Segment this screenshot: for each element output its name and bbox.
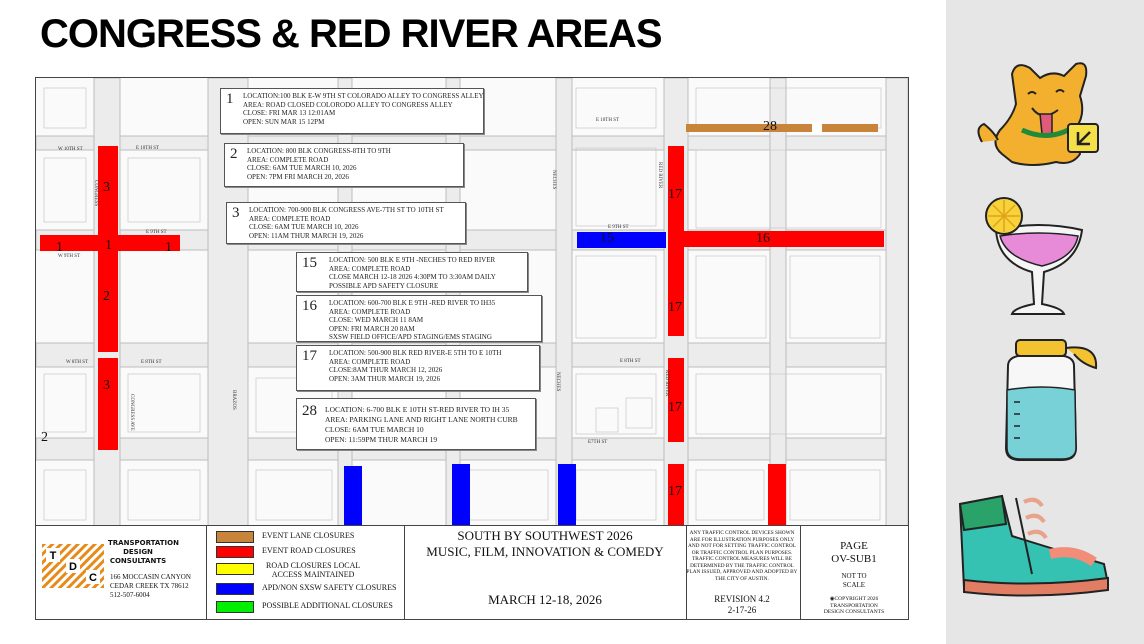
callout-2: 2 LOCATION: 800 BLK CONGRESS-8TH TO 9TH AREA: COMPLETE ROAD CLOSE: 6AM TUE MARCH 10, 2026 OPEN: 7PM FRI MARCH 20, 2026 bbox=[224, 143, 464, 187]
apd-closure-2 bbox=[452, 464, 470, 526]
firm-logo-icon bbox=[42, 544, 104, 588]
marker-17-south: 17 bbox=[668, 400, 682, 415]
callout-17: 17 LOCATION: 500-900 BLK RED RIVER-E 5TH TO E 10TH AREA: COMPLETE ROAD CLOSE:8AM THUR MARCH 12, 2026 OPEN: 3AM THUR MARCH 19, 2026 bbox=[296, 345, 540, 391]
marker-17-bottom: 17 bbox=[668, 484, 682, 499]
legend-swatch bbox=[216, 601, 254, 613]
legend-swatch bbox=[216, 583, 254, 595]
apd-closure-3 bbox=[558, 464, 576, 526]
apd-closure-1 bbox=[344, 466, 362, 526]
street-label-e8th-left: E 8TH ST bbox=[141, 360, 162, 365]
event-title: SOUTH BY SOUTHWEST 2026 MUSIC, FILM, INNOVATION & COMEDY bbox=[426, 528, 664, 559]
logo-letter-t: T bbox=[49, 550, 57, 562]
street-label-w10th: W 10TH ST bbox=[58, 147, 83, 152]
copyright-icon: ◉ bbox=[829, 596, 835, 602]
firm-name: TRANSPORTATION DESIGN CONSULTANTS bbox=[108, 539, 179, 565]
legend-swatch bbox=[216, 546, 254, 558]
callout-28: 28 LOCATION: 6-700 BLK E 10TH ST-RED RIVER TO IH 35 AREA: PARKING LANE AND RIGHT LANE NORTH CURB CLOSE: 6AM TUE MARCH 10 OPEN: 11:59PM THUR MARCH 19 bbox=[296, 398, 536, 450]
legend-swatch bbox=[216, 563, 254, 575]
scale-note: NOT TO SCALE bbox=[841, 572, 867, 589]
firm-address: 166 MOCCASIN CANYON CEDAR CREEK TX 78612 512-507-6004 bbox=[110, 573, 191, 599]
marker-17-mid: 17 bbox=[668, 300, 682, 315]
logo-letter-d: D bbox=[69, 561, 77, 573]
closure-16-9th-east bbox=[684, 231, 884, 247]
street-label-red-river-lower: RED RIVER bbox=[664, 370, 669, 397]
legend-swatch bbox=[216, 531, 254, 543]
marker-17-north: 17 bbox=[668, 187, 682, 202]
street-label-w8th: W 8TH ST bbox=[66, 360, 89, 365]
street-label-e10th-right: E 10TH ST bbox=[596, 118, 620, 123]
closure-3-congress-south bbox=[98, 358, 118, 450]
event-dates: MARCH 12-18, 2026 bbox=[488, 592, 602, 607]
disclaimer: ANY TRAFFIC CONTROL DEVICES SHOWN ARE FOR ILLUSTRATION PURPOSES ONLY AND NOT FOR SETTING TRAFFIC CONTROL OR TRAFFIC CONTROL PLAN PURPOSES. TRAFFIC CONTROL MEASURES WILL BE DETERMINED BY THE TRAFFIC CONTROL PLAN ISSUED, APPROVED AND ADOPTED BY THE CITY OF AUSTIN. bbox=[686, 530, 798, 582]
closure-15-9th-neches bbox=[577, 232, 666, 248]
marker-28: 28 bbox=[763, 119, 777, 134]
street-label-e9th-left: E 9TH ST bbox=[146, 230, 167, 235]
street-label-w9th: W 9TH ST bbox=[58, 254, 81, 259]
title-block: T D C TRANSPORTATION DESIGN CONSULTANTS 166 MOCCASIN CANYON CEDAR CREEK TX 78612 512-507-6004 EVENT LANE CLOSURES EVENT ROAD CLOSURES ROAD CLOSURES LOCAL ACCESS MAINTAINED APD/NON SXSW SAFETY CLOSURES POSSIBLE ADDITIONAL CLOSURES SOUTH BY SOUTHWEST 2026 MUSIC, FILM, INNOVATION & COMEDY MARCH 12-18, 2026 ANY TRAFFIC CONTROL DEVICES SHOWN ARE FOR ILLUSTRATION PURPOSES ONLY AND NOT FOR SETTING TRAFFIC CONTROL OR TRAFFIC CONTROL PLAN PURPOSES. TRAFFIC CONTROL MEASURES WILL BE DETERMINED BY THE TRAFFIC CONTROL PLAN ISSUED, APPROVED AND ADOPTED BY THE CITY OF AUSTIN. REVISION 4.2 2-17-26 PAGE OV-SUB1 NOT TO SCALE ◉COPYRIGHT 2026 TRANSPORTATION DESIGN CONSULTANTS bbox=[35, 525, 909, 620]
street-label-e7th: E7TH ST bbox=[588, 440, 608, 445]
page-id: PAGE OV-SUB1 bbox=[831, 540, 877, 565]
callout-16: 16 LOCATION: 600-700 BLK E 9TH -RED RIVER TO IH35 AREA: COMPLETE ROAD CLOSE: WED MARCH 11 8AM OPEN: FRI MARCH 20 8AM SXSW FIELD OFFICE/APD STAGING/EMS STAGING bbox=[296, 295, 542, 342]
copyright: ◉COPYRIGHT 2026 TRANSPORTATION DESIGN CONSULTANTS bbox=[823, 596, 885, 615]
closure-28-10th-lane bbox=[686, 124, 878, 132]
marker-1-center: 1 bbox=[105, 238, 112, 253]
logo-letter-c: C bbox=[89, 572, 97, 584]
closure-red-river-east-bottom bbox=[768, 464, 786, 526]
water-jar-icon bbox=[1002, 330, 1102, 466]
revision: REVISION 4.2 2-17-26 bbox=[714, 594, 770, 615]
closure-map bbox=[35, 77, 909, 527]
street-label-e10th-left: E 10TH ST bbox=[136, 146, 160, 151]
street-label-congress-upper: CONGRESS bbox=[93, 180, 98, 207]
street-label-e8th-right: E 8TH ST bbox=[620, 359, 641, 364]
street-label-neches-lower: NECHES bbox=[555, 372, 560, 392]
dog-icon bbox=[972, 44, 1118, 174]
callout-3: 3 LOCATION: 700-900 BLK CONGRESS AVE-7TH ST TO 10TH ST AREA: COMPLETE ROAD CLOSE: 6AM TUE MARCH 10, 2026 OPEN: 11AM THUR MARCH 19, 2026 bbox=[226, 202, 466, 244]
street-label-neches-upper: NECHES bbox=[551, 170, 556, 190]
cocktail-icon bbox=[982, 192, 1094, 324]
marker-3-north: 3 bbox=[103, 180, 110, 195]
marker-16: 16 bbox=[756, 231, 770, 246]
marker-1-east: 1 bbox=[165, 240, 172, 255]
marker-2: 2 bbox=[103, 289, 110, 304]
page-title: CONGRESS & RED RIVER AREAS bbox=[40, 12, 662, 56]
street-label-congress-lower: CONGRESS AVE bbox=[129, 394, 134, 431]
marker-3-south: 3 bbox=[103, 378, 110, 393]
callout-1: 1 LOCATION:100 BLK E-W 9TH ST COLORADO ALLEY TO CONGRESS ALLEY AREA: ROAD CLOSED COLORODO ALLEY TO CONGRESS ALLEY CLOSE: FRI MAR 13 12:01AM OPEN: SUN MAR 15 12PM bbox=[220, 88, 484, 134]
marker-1-west: 1 bbox=[56, 240, 63, 255]
callout-15: 15 LOCATION: 500 BLK E 9TH -NECHES TO RED RIVER AREA: COMPLETE ROAD CLOSE MARCH 12-18 2026 4:30PM TO 3:30AM DAILY POSSIBLE APD SAFETY CLOSURE bbox=[296, 252, 528, 292]
marker-2-southwest: 2 bbox=[41, 430, 48, 445]
street-label-red-river-upper: RED RIVER bbox=[657, 162, 662, 189]
sneaker-icon bbox=[954, 484, 1114, 604]
street-label-e9th-right: E 9TH ST bbox=[608, 225, 629, 230]
marker-15: 15 bbox=[600, 231, 614, 246]
street-label-brazos: BRAZOS bbox=[231, 390, 236, 410]
